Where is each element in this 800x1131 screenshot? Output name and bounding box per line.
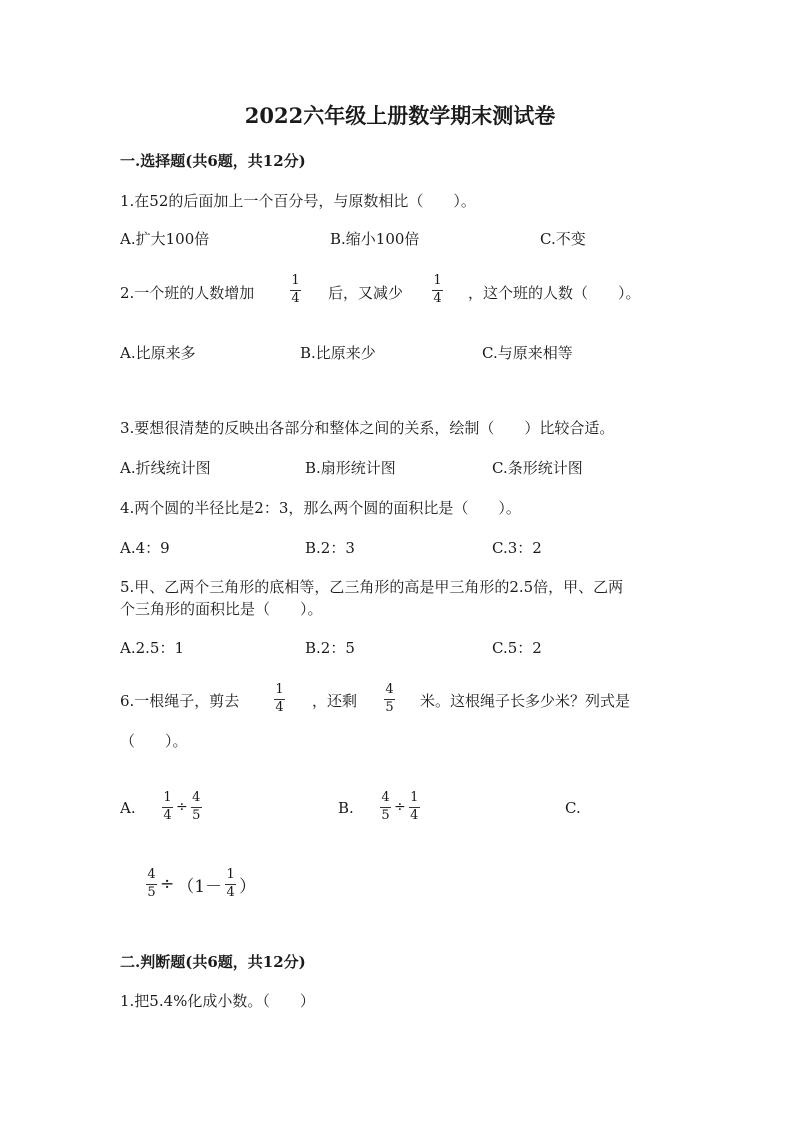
q2-option-b: B.比原来少 (300, 344, 376, 362)
q3-option-c: C.条形统计图 (492, 459, 583, 477)
q6-a-fraction-1: $\frac{1}{4}$ (163, 790, 172, 823)
q6-fraction-1: 1 4 (275, 682, 284, 715)
page-title: 2022六年级上册数学期末测试卷 (244, 103, 556, 128)
question-2-part2: 后，又减少 (328, 284, 404, 302)
question-2-part1: 2.一个班的人数增加 (120, 284, 255, 302)
q1-option-c: C.不变 (540, 230, 586, 248)
question-5-line1: 5.甲、乙两个三角形的底相等，乙三角形的高是甲三角形的2.5倍，甲、乙两 (120, 578, 624, 596)
q2-fraction-2: 1 4 (433, 273, 442, 306)
q6-option-c-expression (146, 868, 256, 901)
q6-fraction-2: 4 5 (385, 682, 394, 715)
q1-option-b: B.缩小100倍 (330, 230, 420, 248)
q6-option-c-label: C. (565, 799, 581, 817)
q6-a-operator: ÷ (176, 799, 188, 816)
question-4: 4.两个圆的半径比是2：3，那么两个圆的面积比是（ ）。 (120, 499, 521, 517)
q4-option-a: A.4：9 (120, 539, 170, 557)
q6-option-a-expression (162, 791, 202, 824)
q6-b-fraction-2: $\frac{1}{4}$ (410, 790, 419, 823)
q6-c-fraction-2: $\frac{1}{4}$ (226, 867, 235, 900)
q3-option-a: A.折线统计图 (120, 459, 211, 477)
question-6-part3: 米。这根绳子长多少米？列式是 (420, 692, 631, 710)
q6-a-fraction-2: $\frac{4}{5}$ (192, 790, 201, 823)
q2-option-c: C.与原来相等 (482, 344, 573, 362)
q5-option-c: C.5：2 (492, 639, 542, 657)
question-2-part3: ，这个班的人数（ ）。 (468, 284, 641, 302)
question-3: 3.要想很清楚的反映出各部分和整体之间的关系，绘制（ ）比较合适。 (120, 419, 615, 437)
question-6-line2: （ ）。 (120, 732, 188, 750)
q5-option-a: A.2.5：1 (120, 639, 184, 657)
q4-option-c: C.3：2 (492, 539, 542, 557)
q6-b-operator: ÷ (394, 799, 406, 816)
q6-option-b-label: B. (338, 799, 354, 817)
q2-option-a: A.比原来多 (120, 344, 196, 362)
q6-c-fraction-1: $\frac{4}{5}$ (147, 867, 156, 900)
section-heading-choice: 一.选择题(共6题，共12分) (120, 152, 306, 170)
q3-option-b: B.扇形统计图 (305, 459, 396, 477)
q6-c-open: （1－ (177, 876, 223, 897)
question-5-line2: 个三角形的面积比是（ ）。 (120, 600, 323, 618)
question-6-part1: 6.一根绳子，剪去 (120, 692, 240, 710)
q4-option-b: B.2：3 (305, 539, 355, 557)
q6-c-operator: ÷ (160, 874, 175, 895)
section-heading-judgement: 二.判断题(共6题，共12分) (120, 953, 306, 971)
q2-fraction-1: 1 4 (291, 273, 300, 306)
q1-option-a: A.扩大100倍 (120, 230, 210, 248)
question-6-part2: ，还剩 (312, 692, 358, 710)
question-1: 1.在52的后面加上一个百分号，与原数相比（ ）。 (120, 192, 476, 210)
q6-option-b-expression (380, 791, 420, 824)
q6-option-a-label: A. (120, 799, 136, 817)
judgement-1: 1.把5.4%化成小数。（ ） (120, 992, 315, 1010)
q6-c-close: ） (239, 876, 257, 897)
q5-option-b: B.2：5 (305, 639, 355, 657)
q6-b-fraction-1: $\frac{4}{5}$ (381, 790, 390, 823)
